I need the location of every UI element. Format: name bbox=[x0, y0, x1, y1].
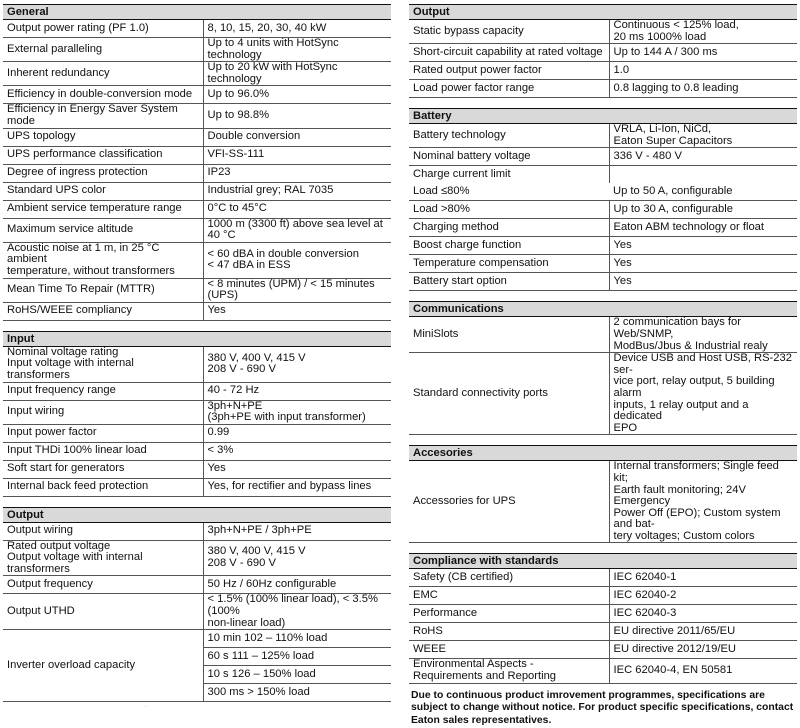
cell-line: 10 s 126 – 150% load bbox=[207, 667, 316, 680]
spec-row bbox=[3, 20, 391, 38]
spec-table bbox=[3, 20, 391, 321]
spec-label bbox=[3, 347, 203, 382]
spec-value bbox=[203, 594, 391, 630]
spec-label bbox=[3, 594, 203, 630]
spec-row bbox=[3, 594, 391, 630]
spec-label bbox=[409, 237, 609, 255]
cell-line: 10 min 102 – 110% load bbox=[207, 631, 328, 644]
section-output bbox=[3, 507, 391, 703]
section-compliance-with-standards bbox=[409, 553, 797, 683]
spec-row bbox=[3, 576, 391, 594]
spec-row bbox=[409, 605, 797, 623]
cell-line: Load >80% bbox=[413, 203, 470, 216]
spec-row bbox=[3, 242, 391, 278]
spec-value bbox=[609, 219, 797, 237]
cell-line: IEC 62040-3 bbox=[613, 607, 677, 620]
cell-line: Mean Time To Repair (MTTR) bbox=[7, 283, 155, 296]
cell-line: Yes bbox=[613, 275, 632, 288]
cell-line: Input power factor bbox=[7, 426, 97, 439]
spec-table bbox=[409, 461, 797, 543]
spec-label bbox=[409, 201, 609, 219]
spec-label bbox=[409, 124, 609, 148]
spec-value bbox=[609, 166, 797, 184]
spec-row bbox=[409, 659, 797, 683]
section-title: Communications bbox=[409, 301, 797, 317]
cell-line: 300 ms > 150% load bbox=[207, 685, 310, 698]
cell-line: < 3% bbox=[207, 444, 234, 457]
cell-line: Rated output power factor bbox=[413, 63, 542, 76]
cell-line: 3ph+N+PE bbox=[207, 399, 263, 412]
spec-label bbox=[409, 255, 609, 273]
cell-line: 336 V - 480 V bbox=[613, 150, 682, 163]
spec-label bbox=[409, 44, 609, 62]
spec-row bbox=[3, 523, 391, 541]
spec-row bbox=[409, 219, 797, 237]
spec-value bbox=[203, 424, 391, 442]
section-title: Accesories bbox=[409, 445, 797, 461]
cell-line: Yes bbox=[207, 462, 226, 475]
spec-value bbox=[609, 148, 797, 166]
spec-value bbox=[203, 164, 391, 182]
spec-value bbox=[609, 461, 797, 543]
cell-line: EU directive 2012/19/EU bbox=[613, 643, 737, 656]
spec-row bbox=[409, 183, 797, 201]
cell-line: Efficiency in double-conversion mode bbox=[7, 88, 193, 101]
cell-line: Input THDi 100% linear load bbox=[7, 444, 147, 457]
cell-line: Boost charge function bbox=[413, 239, 522, 252]
cell-line: Eaton ABM technology or float bbox=[613, 221, 765, 234]
cell-line: Up to 20 kW with HotSync technology bbox=[207, 61, 338, 85]
spec-label bbox=[3, 62, 203, 86]
cell-line: Industrial grey; RAL 7035 bbox=[207, 184, 334, 197]
spec-row bbox=[3, 460, 391, 478]
cell-line: Yes bbox=[613, 257, 632, 270]
cell-line: IEC 62040-1 bbox=[613, 571, 677, 584]
spec-label bbox=[409, 587, 609, 605]
spec-value bbox=[203, 684, 391, 702]
spec-row bbox=[3, 182, 391, 200]
spec-value bbox=[203, 128, 391, 146]
spec-table bbox=[409, 20, 797, 98]
cell-line: ModBus/Jbus & Industrial realy bbox=[613, 339, 768, 352]
spec-label bbox=[3, 302, 203, 320]
spec-value bbox=[203, 62, 391, 86]
spec-row bbox=[409, 44, 797, 62]
cell-line: Standard connectivity ports bbox=[413, 386, 548, 399]
spec-table bbox=[409, 317, 797, 435]
spec-value bbox=[609, 659, 797, 683]
spec-label bbox=[3, 38, 203, 62]
cell-line: IEC 62040-4, EN 50581 bbox=[613, 664, 733, 677]
cell-line: vice port, relay output, 5 building alarm bbox=[613, 375, 775, 399]
cell-line: temperature, without transformers bbox=[7, 264, 175, 277]
spec-label bbox=[3, 424, 203, 442]
cell-line: Load ≤80% bbox=[413, 185, 470, 198]
spec-label bbox=[409, 659, 609, 683]
footer-note: Due to continuous product imrovement programmes, specifications are subject to change without notice. For product specific specifications, contact Eaton sales representatives. bbox=[411, 689, 794, 727]
spec-label bbox=[3, 576, 203, 594]
section-title: Compliance with standards bbox=[409, 553, 797, 569]
cell-line: Power Off (EPO); Custom system and bat- bbox=[613, 506, 781, 531]
spec-value bbox=[609, 44, 797, 62]
cell-line: Device USB and Host USB, RS-232 ser- bbox=[613, 352, 792, 376]
cell-line: Up to 30 A, configurable bbox=[613, 203, 733, 216]
spec-row bbox=[409, 623, 797, 641]
spec-value bbox=[203, 648, 391, 666]
spec-value bbox=[203, 666, 391, 684]
spec-value bbox=[203, 86, 391, 104]
spec-value bbox=[609, 124, 797, 148]
spec-label bbox=[409, 183, 609, 201]
cell-line: Up to 96.0% bbox=[207, 88, 270, 101]
spec-row bbox=[3, 164, 391, 182]
cell-line: Charge current limit bbox=[413, 168, 511, 181]
section-title: Output bbox=[409, 4, 797, 20]
cell-line: Short-circuit capability at rated voltage bbox=[413, 45, 603, 58]
cell-line: Yes, for rectifier and bypass lines bbox=[207, 480, 372, 493]
cell-line: Output power rating (PF 1.0) bbox=[7, 21, 149, 34]
section-communications bbox=[409, 301, 797, 435]
cell-line: Input voltage with internal transformers bbox=[7, 357, 134, 381]
spec-label bbox=[3, 540, 203, 576]
cell-line: Up to 4 units with HotSync technology bbox=[207, 37, 339, 61]
spec-value bbox=[203, 200, 391, 218]
cell-line: 380 V, 400 V, 415 V bbox=[207, 351, 306, 364]
spec-label bbox=[3, 182, 203, 200]
spec-label bbox=[3, 104, 203, 128]
spec-row bbox=[409, 62, 797, 80]
cell-line: non-linear load) bbox=[207, 616, 286, 629]
spec-row bbox=[3, 442, 391, 460]
spec-label bbox=[409, 148, 609, 166]
cell-line: 40 - 72 Hz bbox=[207, 384, 260, 397]
section-title: Battery bbox=[409, 108, 797, 124]
cell-line: 1.0 bbox=[613, 63, 630, 76]
spec-label bbox=[409, 166, 609, 184]
cell-line: < 1.5% (100% linear load), < 3.5% (100% bbox=[207, 593, 378, 618]
spec-label bbox=[3, 218, 203, 242]
cell-line: Yes bbox=[207, 304, 226, 317]
cell-line: Up to 144 A / 300 ms bbox=[613, 45, 718, 58]
spec-label bbox=[409, 317, 609, 352]
spec-row bbox=[3, 38, 391, 62]
cell-line: Environmental Aspects - bbox=[413, 658, 534, 671]
spec-label bbox=[409, 641, 609, 659]
section-input bbox=[3, 331, 391, 497]
spec-value bbox=[203, 382, 391, 400]
spec-value bbox=[203, 20, 391, 38]
spec-row bbox=[3, 302, 391, 320]
cell-line: < 47 dBA in ESS bbox=[207, 259, 291, 272]
cell-line: Double conversion bbox=[207, 130, 301, 143]
spec-label bbox=[3, 442, 203, 460]
cell-line: Eaton Super Capacitors bbox=[613, 134, 733, 147]
spec-label bbox=[3, 460, 203, 478]
spec-row bbox=[409, 201, 797, 219]
cell-line: Earth fault monitoring; 24V Emergency bbox=[613, 483, 746, 508]
spec-value bbox=[203, 540, 391, 576]
spec-label bbox=[3, 146, 203, 164]
spec-label bbox=[409, 569, 609, 587]
spec-row bbox=[409, 20, 797, 44]
cell-line: Output voltage with internal transformers bbox=[7, 551, 143, 575]
spec-value bbox=[609, 623, 797, 641]
spec-value bbox=[203, 442, 391, 460]
spec-value bbox=[609, 183, 797, 201]
spec-row bbox=[409, 166, 797, 184]
cell-line: 0.8 lagging to 0.8 leading bbox=[613, 81, 739, 94]
cell-line: Safety (CB certified) bbox=[413, 571, 514, 584]
section-title: General bbox=[3, 4, 391, 20]
cell-line: Degree of ingress protection bbox=[7, 166, 148, 179]
cell-line: Accessories for UPS bbox=[413, 495, 516, 508]
spec-value bbox=[609, 237, 797, 255]
spec-row bbox=[3, 104, 391, 128]
cell-line: External paralleling bbox=[7, 42, 103, 55]
spec-row bbox=[3, 630, 391, 648]
spec-value bbox=[609, 317, 797, 352]
section-general bbox=[3, 4, 391, 321]
right-sections bbox=[409, 4, 797, 684]
cell-line: Input frequency range bbox=[7, 384, 116, 397]
spec-label bbox=[3, 630, 203, 702]
cell-line: Load power factor range bbox=[413, 81, 535, 94]
spec-row bbox=[409, 317, 797, 352]
spec-row bbox=[3, 424, 391, 442]
spec-label bbox=[3, 242, 203, 278]
spec-table bbox=[3, 523, 391, 703]
spec-value bbox=[203, 218, 391, 242]
spec-row bbox=[409, 148, 797, 166]
section-title: Output bbox=[3, 507, 391, 523]
spec-row bbox=[409, 641, 797, 659]
spec-value bbox=[203, 576, 391, 594]
cell-line: Inverter overload capacity bbox=[7, 658, 136, 671]
spec-row bbox=[3, 200, 391, 218]
cell-line: Battery technology bbox=[413, 128, 506, 141]
cell-line: Up to 50 A, configurable bbox=[613, 185, 733, 198]
cell-line: 50 Hz / 60Hz configurable bbox=[207, 578, 337, 591]
spec-label bbox=[3, 382, 203, 400]
spec-row bbox=[3, 540, 391, 576]
spec-value bbox=[203, 104, 391, 128]
spec-value bbox=[609, 255, 797, 273]
spec-row bbox=[409, 255, 797, 273]
spec-label bbox=[3, 478, 203, 496]
spec-table bbox=[409, 569, 797, 683]
section-accesories bbox=[409, 445, 797, 543]
cell-line: UPS topology bbox=[7, 130, 76, 143]
cell-line: WEEE bbox=[413, 643, 446, 656]
spec-value bbox=[203, 400, 391, 424]
cell-line: Output frequency bbox=[7, 578, 93, 591]
cell-line: Maximum service altitude bbox=[7, 223, 134, 236]
spec-label bbox=[3, 128, 203, 146]
spec-label bbox=[409, 273, 609, 291]
spec-value bbox=[203, 523, 391, 541]
cell-line: UPS performance classification bbox=[7, 148, 163, 161]
spec-value bbox=[203, 460, 391, 478]
spec-value bbox=[609, 62, 797, 80]
cell-line: Charging method bbox=[413, 221, 499, 234]
cell-line: RoHS/WEEE compliancy bbox=[7, 304, 132, 317]
cell-line: Nominal battery voltage bbox=[413, 150, 531, 163]
cell-line: VRLA, Li-Ion, NiCd, bbox=[613, 123, 712, 136]
spec-row bbox=[409, 80, 797, 98]
cell-line: 3ph+N+PE / 3ph+PE bbox=[207, 524, 312, 537]
spec-value bbox=[203, 182, 391, 200]
cell-line: Efficiency in Energy Saver System mode bbox=[7, 103, 178, 127]
cell-line: (3ph+PE with input transformer) bbox=[207, 411, 366, 424]
cell-line: Internal back feed protection bbox=[7, 480, 149, 493]
spec-value bbox=[203, 146, 391, 164]
spec-row bbox=[3, 128, 391, 146]
spec-row bbox=[3, 278, 391, 302]
cell-line: 8, 10, 15, 20, 30, 40 kW bbox=[207, 21, 327, 34]
spec-label bbox=[409, 80, 609, 98]
spec-label bbox=[409, 623, 609, 641]
spec-row bbox=[3, 146, 391, 164]
spec-row bbox=[409, 569, 797, 587]
spec-row bbox=[409, 124, 797, 148]
spec-row bbox=[409, 273, 797, 291]
cell-line: Requirements and Reporting bbox=[413, 670, 557, 683]
spec-label bbox=[3, 20, 203, 38]
spec-value bbox=[609, 641, 797, 659]
spec-label bbox=[3, 400, 203, 424]
spec-label bbox=[409, 20, 609, 44]
cell-line: Nominal voltage rating bbox=[7, 345, 119, 358]
cell-line: Yes bbox=[613, 239, 632, 252]
spec-label bbox=[3, 278, 203, 302]
spec-value bbox=[203, 630, 391, 648]
spec-row bbox=[409, 237, 797, 255]
spec-row bbox=[409, 587, 797, 605]
spec-value bbox=[609, 353, 797, 435]
cell-line: Output wiring bbox=[7, 524, 73, 537]
cell-line: 60 s 111 – 125% load bbox=[207, 649, 315, 662]
cell-line: IP23 bbox=[207, 166, 231, 179]
cell-line: Performance bbox=[413, 607, 478, 620]
spec-row bbox=[409, 353, 797, 435]
cell-line: Input wiring bbox=[7, 405, 65, 418]
spec-value bbox=[609, 273, 797, 291]
cell-line: Battery start option bbox=[413, 275, 507, 288]
cell-line: EMC bbox=[413, 589, 438, 602]
cell-line: VFI-SS-111 bbox=[207, 148, 265, 161]
cell-line: Temperature compensation bbox=[413, 257, 549, 270]
spec-label bbox=[3, 200, 203, 218]
cell-line: RoHS bbox=[413, 625, 443, 638]
cell-line: 208 V - 690 V bbox=[207, 557, 276, 570]
cell-line: Rated output voltage bbox=[7, 539, 111, 552]
cell-line: 208 V - 690 V bbox=[207, 363, 276, 376]
spec-label bbox=[3, 86, 203, 104]
page-mark: . bbox=[145, 703, 147, 709]
spec-value bbox=[609, 80, 797, 98]
cell-line: EPO bbox=[613, 421, 638, 434]
cell-line: MiniSlots bbox=[413, 327, 459, 340]
spec-value bbox=[203, 302, 391, 320]
spec-value bbox=[203, 38, 391, 62]
cell-line: Continuous < 125% load, bbox=[613, 19, 739, 31]
spec-table bbox=[3, 347, 391, 497]
cell-line: Soft start for generators bbox=[7, 462, 125, 475]
spec-row bbox=[3, 478, 391, 496]
spec-row bbox=[3, 400, 391, 424]
spec-value bbox=[609, 201, 797, 219]
spec-row bbox=[3, 347, 391, 382]
cell-line: inputs, 1 relay output and a dedicated bbox=[613, 398, 749, 423]
spec-row bbox=[3, 62, 391, 86]
spec-value bbox=[203, 478, 391, 496]
right-column bbox=[409, 4, 797, 728]
spec-value bbox=[203, 347, 391, 382]
cell-line: Static bypass capacity bbox=[413, 24, 524, 37]
cell-line: Output UTHD bbox=[7, 605, 75, 618]
spec-value bbox=[609, 569, 797, 587]
cell-line: Up to 98.8% bbox=[207, 109, 270, 122]
cell-line: 380 V, 400 V, 415 V bbox=[207, 545, 306, 558]
cell-line: < 8 minutes (UPM) / < 15 minutes (UPS) bbox=[207, 277, 375, 302]
section-title: Input bbox=[3, 331, 391, 347]
left-column bbox=[3, 4, 391, 712]
spec-label bbox=[409, 605, 609, 623]
cell-line: Acoustic noise at 1 m, in 25 °C ambient bbox=[7, 241, 160, 266]
spec-value bbox=[203, 242, 391, 278]
spec-row bbox=[3, 218, 391, 242]
cell-line: IEC 62040-2 bbox=[613, 589, 677, 602]
cell-line: 0°C to 45°C bbox=[207, 202, 267, 215]
section-battery bbox=[409, 108, 797, 291]
section-output bbox=[409, 4, 797, 98]
spec-row bbox=[3, 86, 391, 104]
spec-value bbox=[609, 587, 797, 605]
cell-line: 1000 m (3300 ft) above sea level at 40 °C bbox=[207, 217, 383, 242]
spec-label bbox=[409, 62, 609, 80]
cell-line: Ambient service temperature range bbox=[7, 202, 182, 215]
cell-line: tery voltages; Custom colors bbox=[613, 529, 755, 542]
cell-line: Inherent redundancy bbox=[7, 66, 110, 79]
cell-line: Standard UPS color bbox=[7, 184, 106, 197]
spec-row bbox=[3, 382, 391, 400]
spec-label bbox=[409, 353, 609, 435]
cell-line: Internal transformers; Single feed kit; bbox=[613, 460, 779, 484]
cell-line: EU directive 2011/65/EU bbox=[613, 625, 736, 638]
spec-value bbox=[609, 20, 797, 44]
cell-line: < 60 dBA in double conversion bbox=[207, 247, 359, 260]
spec-row bbox=[409, 461, 797, 543]
spec-label bbox=[409, 461, 609, 543]
spec-value bbox=[609, 605, 797, 623]
cell-line: 0.99 bbox=[207, 426, 230, 439]
cell-line: 2 communication bays for Web/SNMP, bbox=[613, 316, 741, 340]
spec-value bbox=[203, 278, 391, 302]
spec-label bbox=[3, 523, 203, 541]
cell-line: 20 ms 1000% load bbox=[613, 30, 707, 43]
spec-label bbox=[409, 219, 609, 237]
spec-table bbox=[409, 124, 797, 291]
spec-label bbox=[3, 164, 203, 182]
